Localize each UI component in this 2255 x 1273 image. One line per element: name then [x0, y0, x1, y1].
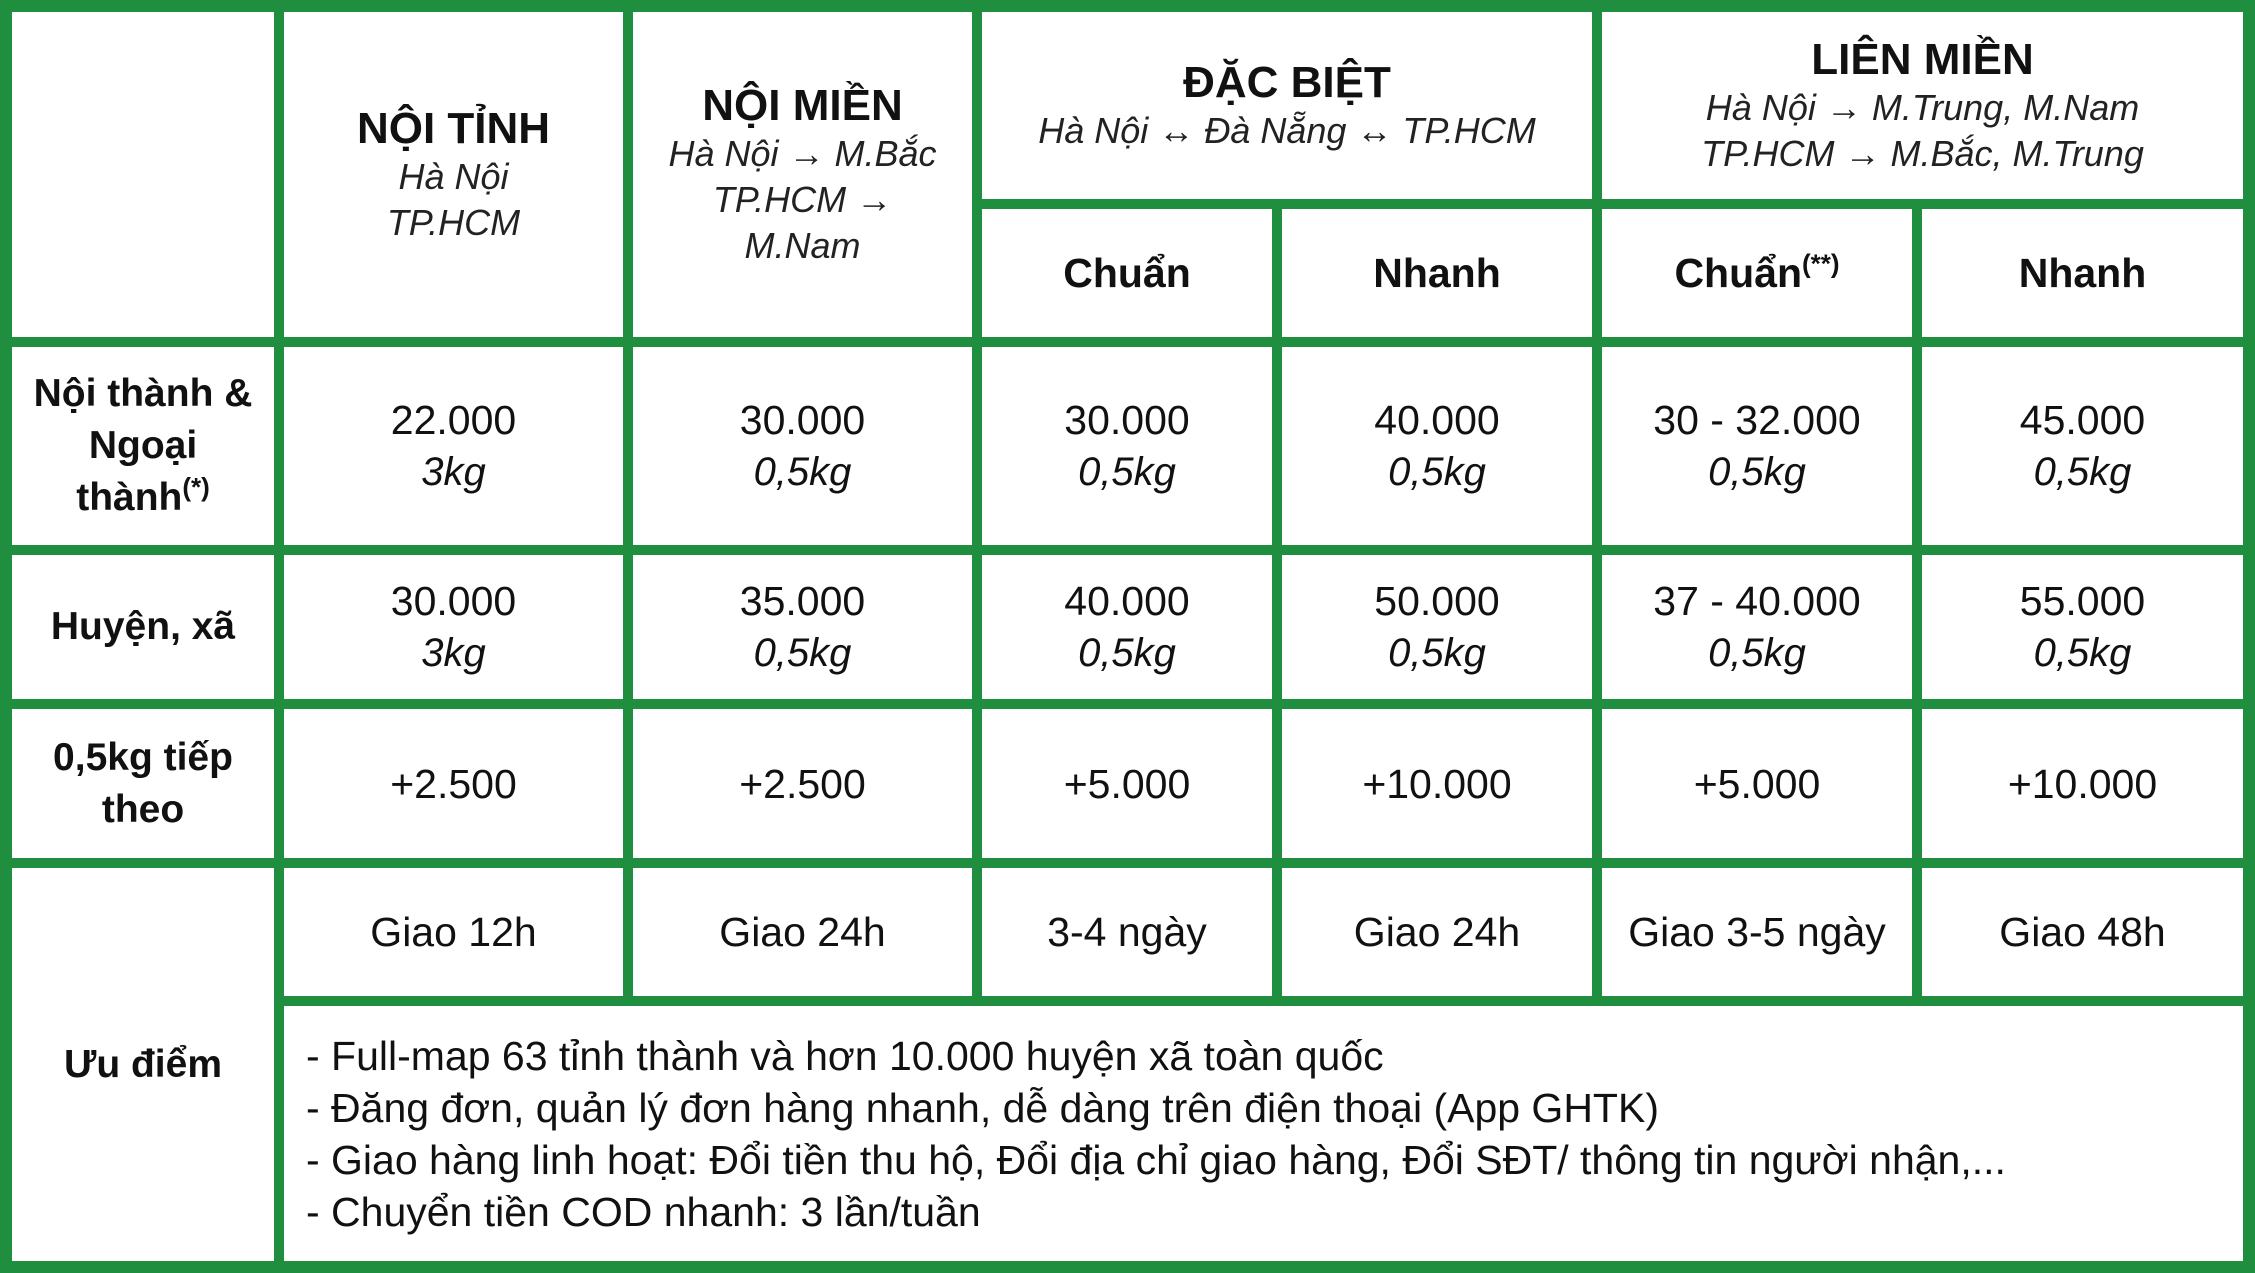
surcharge-cell: [1602, 709, 1912, 858]
row-label-line1: Huyện, xã: [50, 605, 236, 648]
header-noi-tinh-sub1: Hà Nội: [398, 155, 509, 197]
delivery-time-cell: [1282, 868, 1592, 996]
header-dac-biet-sub1: Hà Nội ↔ Đà Nẵng ↔ TP.HCM: [1038, 109, 1536, 151]
price-cell: [633, 555, 972, 699]
price-value: 45.000: [2019, 397, 2146, 443]
header-noi-mien-sub1: Hà Nội → M.Bắc: [668, 132, 937, 174]
delivery-time: Giao 3-5 ngày: [1628, 909, 1886, 955]
header-lien-mien-title: LIÊN MIỀN: [1811, 34, 2034, 84]
price-value: 50.000: [1374, 578, 1500, 624]
price-value: 40.000: [1374, 397, 1500, 443]
price-weight: 0,5kg: [1708, 631, 1806, 675]
price-weight: 0,5kg: [1078, 631, 1176, 675]
noi-thanh-footnote-mark: (*): [182, 472, 210, 502]
price-value: 30 - 32.000: [1653, 397, 1861, 443]
header-lien-mien-chuan: [1602, 209, 1912, 337]
header-noi-mien-sub2: TP.HCM →: [712, 178, 893, 220]
header-lien-mien-nhanh: [1922, 209, 2243, 337]
delivery-time: Giao 48h: [1999, 909, 2166, 955]
chuan-footnote-mark: (**): [1801, 248, 1840, 279]
delivery-time: Giao 24h: [1353, 909, 1521, 955]
price-value: 35.000: [739, 578, 866, 624]
price-weight: 0,5kg: [1078, 450, 1176, 494]
surcharge-value: +10.000: [2007, 760, 2158, 807]
row-label-line2: theo: [101, 787, 185, 831]
delivery-time-cell: [284, 868, 623, 996]
surcharge-cell: [284, 709, 623, 858]
price-weight: 0,5kg: [1388, 631, 1486, 675]
price-weight: 3kg: [421, 450, 486, 494]
price-cell: [1922, 347, 2243, 545]
price-value: 40.000: [1064, 578, 1190, 624]
price-value: 30.000: [1064, 397, 1190, 443]
price-weight: 0,5kg: [753, 450, 852, 494]
price-value: 22.000: [390, 397, 517, 443]
advantages-notes: [284, 1006, 2243, 1261]
price-cell: [633, 347, 972, 545]
row-label-uu-diem: [12, 868, 274, 1261]
surcharge-cell: [982, 709, 1272, 858]
price-cell: [284, 347, 623, 545]
price-value: 55.000: [2019, 578, 2146, 624]
price-cell: [1282, 347, 1592, 545]
price-cell: [1282, 555, 1592, 699]
surcharge-value: +2.500: [390, 760, 517, 807]
header-noi-mien-title: NỘI MIỀN: [702, 80, 903, 130]
surcharge-value: +5.000: [1693, 760, 1821, 807]
price-value: 37 - 40.000: [1653, 578, 1861, 624]
row-label-huyen-xa: [12, 555, 274, 699]
header-noi-tinh-title: NỘI TỈNH: [356, 103, 551, 153]
header-lien-mien: [1602, 12, 2243, 199]
header-lien-mien-sub2: TP.HCM → M.Bắc, M.Trung: [1701, 132, 2144, 174]
price-weight: 0,5kg: [753, 631, 852, 675]
advantage-line: - Giao hàng linh hoạt: Đổi tiền thu hộ, Đổi địa chỉ giao hàng, Đổi SĐT/ thông tin người nhận,...: [306, 1136, 2006, 1183]
header-lien-mien-sub1: Hà Nội → M.Trung, M.Nam: [1705, 86, 2140, 128]
tier-label-chuan-marked: [1674, 248, 1839, 298]
row-label-line2: Ngoại: [88, 424, 198, 467]
header-dac-biet: [982, 12, 1592, 199]
surcharge-value: +2.500: [739, 760, 866, 807]
price-value: 30.000: [739, 397, 866, 443]
price-weight: 3kg: [421, 631, 486, 675]
row-label-line3: [76, 472, 210, 524]
delivery-time: 3-4 ngày: [1047, 909, 1207, 955]
price-weight: 0,5kg: [2033, 631, 2132, 675]
delivery-time-cell: [633, 868, 972, 996]
surcharge-cell: [633, 709, 972, 858]
row-label-line1: Nội thành &: [33, 372, 253, 415]
price-cell: [982, 555, 1272, 699]
header-noi-tinh: [284, 12, 623, 337]
tier-label-chuan-text: Chuẩn: [1674, 250, 1802, 296]
tier-label-nhanh: Nhanh: [2018, 250, 2147, 296]
surcharge-cell: [1282, 709, 1592, 858]
surcharge-cell: [1922, 709, 2243, 858]
tier-label-nhanh: Nhanh: [1373, 250, 1501, 296]
delivery-time-cell: [1602, 868, 1912, 996]
price-weight: 0,5kg: [1708, 450, 1806, 494]
header-noi-tinh-sub2: TP.HCM: [386, 201, 521, 243]
price-value: 30.000: [390, 578, 517, 624]
header-dac-biet-chuan: [982, 209, 1272, 337]
delivery-time-cell: [982, 868, 1272, 996]
delivery-time: Giao 24h: [719, 909, 886, 955]
price-cell: [284, 555, 623, 699]
price-weight: 0,5kg: [1388, 450, 1486, 494]
advantage-line: - Full-map 63 tỉnh thành và hơn 10.000 huyện xã toàn quốc: [306, 1032, 1384, 1079]
header-dac-biet-nhanh: [1282, 209, 1592, 337]
row-label-line1: 0,5kg tiếp: [53, 735, 233, 779]
tier-label-chuan: Chuẩn: [1063, 250, 1191, 296]
header-dac-biet-title: ĐẶC BIỆT: [1183, 57, 1391, 107]
header-noi-mien-sub3: M.Nam: [744, 224, 861, 266]
corner-cell: [12, 12, 274, 337]
delivery-time-cell: [1922, 868, 2243, 996]
row-label-noi-thanh: [12, 347, 274, 545]
row-label-line3-text: thành: [76, 476, 183, 519]
price-cell: [1602, 347, 1912, 545]
surcharge-value: +5.000: [1063, 760, 1191, 807]
price-weight: 0,5kg: [2033, 450, 2132, 494]
price-cell: [982, 347, 1272, 545]
header-noi-mien: [633, 12, 972, 337]
delivery-time: Giao 12h: [370, 909, 537, 955]
row-label-tiep-theo: [12, 709, 274, 858]
row-label-line1: Ưu điểm: [63, 1042, 223, 1086]
surcharge-value: +10.000: [1362, 760, 1512, 807]
price-cell: [1602, 555, 1912, 699]
price-cell: [1922, 555, 2243, 699]
advantage-line: - Chuyển tiền COD nhanh: 3 lần/tuần: [306, 1188, 981, 1235]
advantage-line: - Đăng đơn, quản lý đơn hàng nhanh, dễ dàng trên điện thoại (App GHTK): [306, 1084, 1659, 1131]
